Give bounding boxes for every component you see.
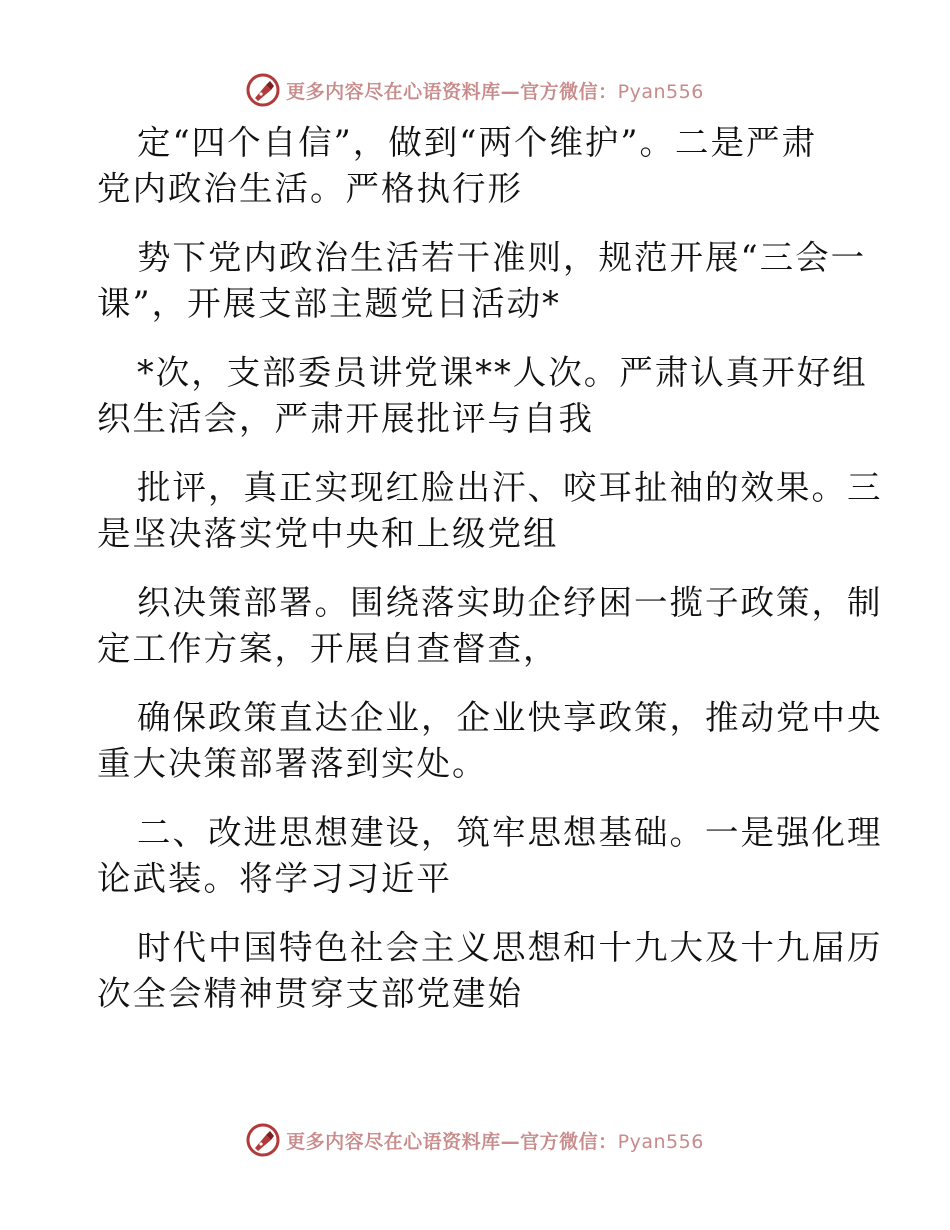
paragraph	[97, 925, 883, 1017]
wechat-id: Pyan556	[617, 1130, 704, 1153]
text-line: 是坚决落实党中央和上级党组	[97, 514, 559, 553]
text-line: *次，支部委员讲党课**人次。严肃认真开好组	[137, 353, 868, 392]
text-line: 时代中国特色社会主义思想和十九大及十九届历	[137, 928, 883, 967]
text-line: 课”，开展支部主题党日活动*	[97, 284, 561, 323]
banner-text: 更多内容尽在心语资料库—官方微信：Pyan556	[286, 1130, 704, 1153]
paragraph	[97, 810, 883, 902]
paragraph	[97, 695, 883, 787]
paragraph	[97, 465, 883, 557]
text-line: 确保政策直达企业，企业快享政策，推动党中央	[137, 698, 883, 737]
text-line: 党内政治生活。严格执行形	[97, 169, 523, 208]
wechat-id: Pyan556	[617, 80, 704, 103]
text-line: 次全会精神贯穿支部党建始	[97, 974, 523, 1013]
document-body	[97, 120, 883, 1040]
text-line: 二、改进思想建设，筑牢思想基础。一是强化理	[137, 813, 883, 852]
text-line: 织决策部署。围绕落实助企纾困一揽子政策，制	[137, 583, 883, 622]
paragraph	[97, 580, 883, 672]
text-line: 定工作方案，开展自查督查，	[97, 629, 559, 668]
footer-watermark-banner	[0, 1120, 950, 1160]
header-watermark-banner	[0, 70, 950, 110]
text-line: 重大决策部署落到实处。	[97, 744, 488, 783]
text-line: 势下党内政治生活若干准则，规范开展“三会一	[137, 238, 867, 277]
paragraph	[97, 350, 868, 442]
banner-text: 更多内容尽在心语资料库—官方微信：Pyan556	[286, 80, 704, 103]
text-line: 织生活会，严肃开展批评与自我	[97, 399, 594, 438]
text-line: 论武装。将学习习近平	[97, 859, 452, 898]
paragraph	[97, 120, 857, 212]
text-line: 批评，真正实现红脸出汗、咬耳扯袖的效果。三	[137, 468, 883, 507]
red-pen-nib-logo-icon	[246, 1123, 280, 1157]
paragraph	[97, 235, 867, 327]
text-line: 定“四个自信”，做到“两个维护”。二是严肃	[137, 123, 818, 162]
red-pen-nib-logo-icon	[246, 73, 280, 107]
